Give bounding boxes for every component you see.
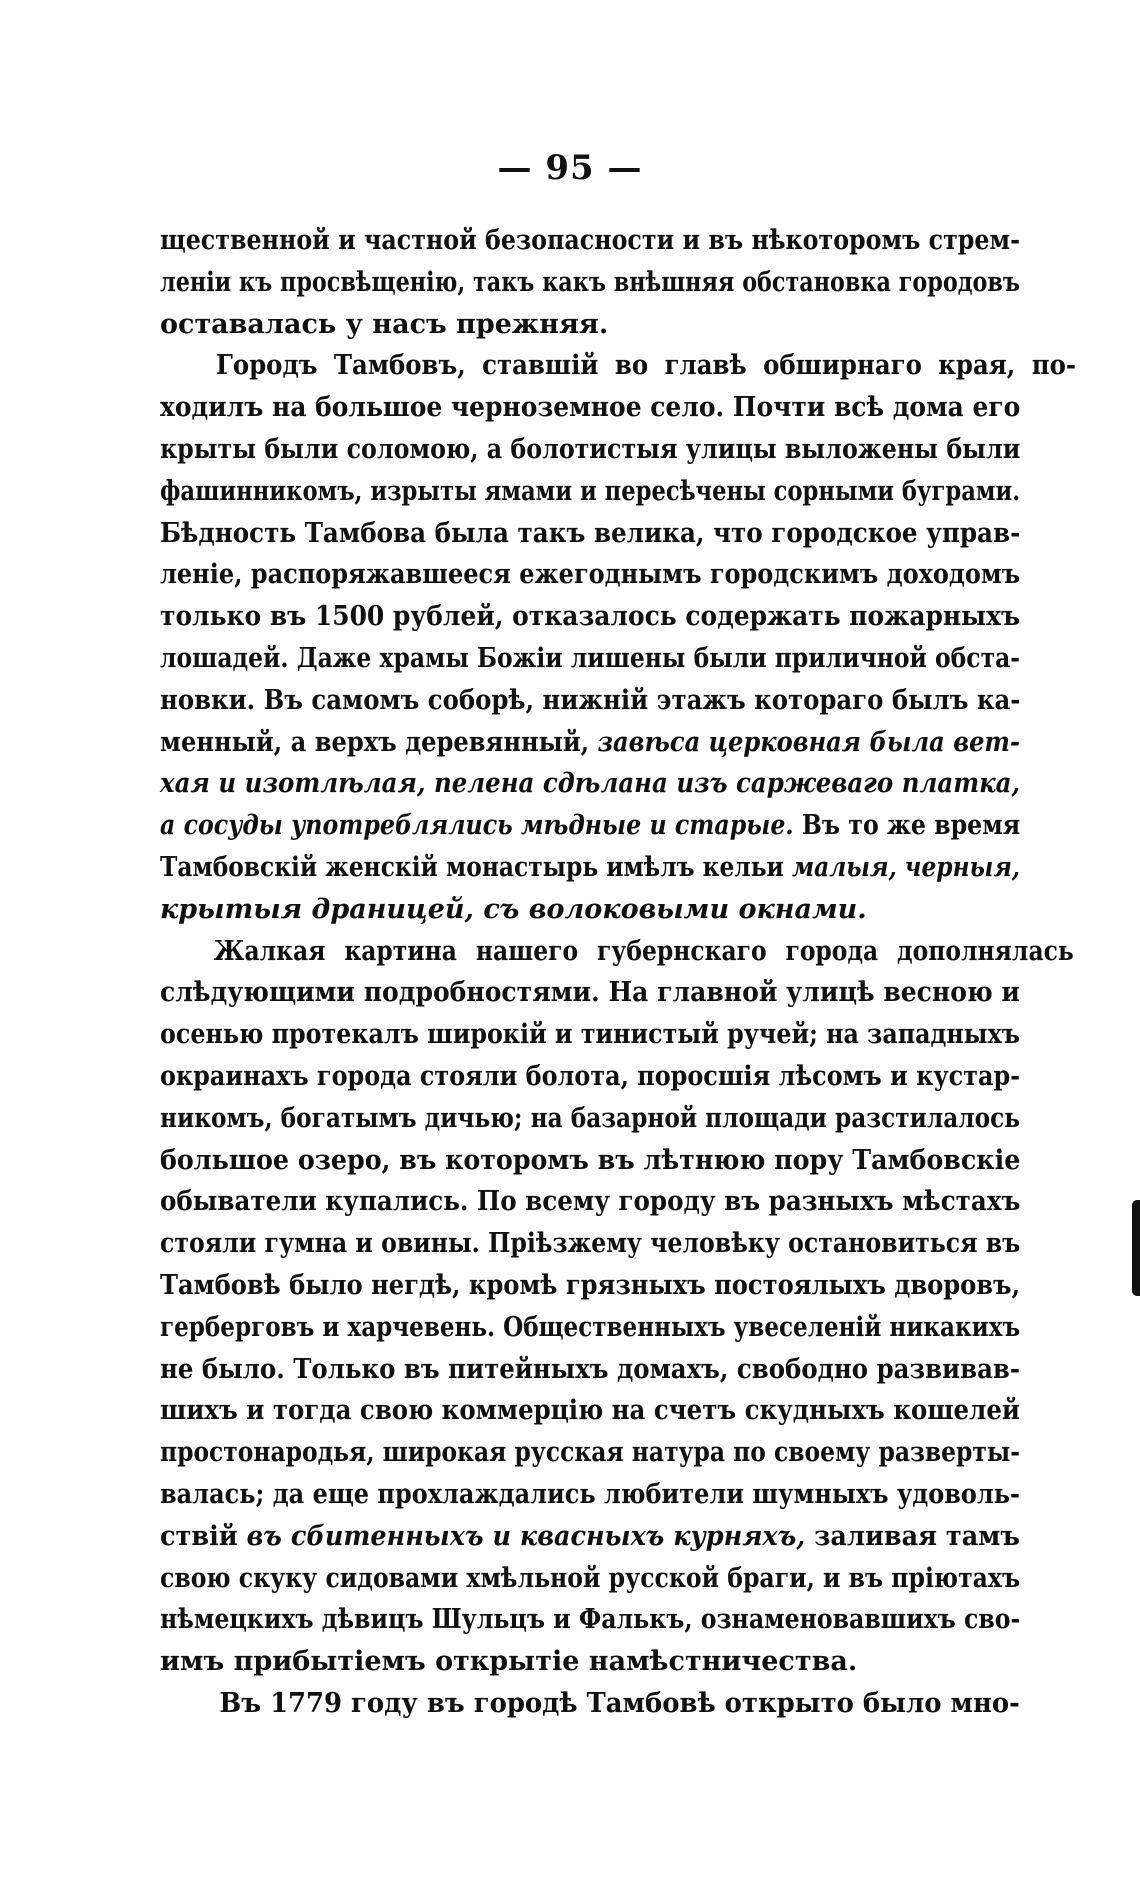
text-segment: герберговъ и харчевень. Общественныхъ увеселенiй никакихъ bbox=[160, 1311, 1021, 1343]
text-segment: обыватели купались. По всему городу въ разныхъ мѣстахъ bbox=[160, 1186, 1021, 1218]
text-line bbox=[160, 1683, 1079, 1725]
text-segment: Въ 1779 году въ городѣ Тамбовѣ открыто было мно- bbox=[219, 1687, 1020, 1719]
text-line bbox=[160, 931, 1074, 973]
text-line bbox=[160, 471, 1020, 513]
text-segment: фашинникомъ, изрыты ямами и пересѣчены сорными буграми. bbox=[160, 475, 1021, 507]
text-line bbox=[160, 429, 1020, 471]
body-text bbox=[160, 220, 1077, 1725]
text-segment: Тамбовскiй женскiй монастырь имѣлъ кельи bbox=[160, 851, 792, 883]
text-line bbox=[160, 1349, 1020, 1391]
italic-text-segment: малыя, черныя, bbox=[791, 851, 1020, 883]
text-line bbox=[160, 847, 1020, 889]
text-segment: заливая тамъ bbox=[805, 1520, 1020, 1552]
text-line bbox=[160, 805, 1020, 847]
text-line bbox=[160, 1474, 1020, 1516]
text-line bbox=[160, 1558, 1020, 1600]
text-segment: простонародья, широкая русская натура по своему разверты- bbox=[160, 1437, 1020, 1469]
text-line bbox=[160, 1516, 1020, 1558]
text-segment: ствiй bbox=[160, 1520, 247, 1552]
text-segment: никомъ, богатымъ дичью; на базарной площади разстилалось bbox=[160, 1102, 1020, 1134]
text-line bbox=[160, 1599, 1020, 1641]
text-line bbox=[160, 262, 1020, 304]
text-line bbox=[160, 889, 1020, 931]
text-segment: ленiе, распоряжавшееся ежегоднымъ городскимъ доходомъ bbox=[160, 559, 1021, 591]
italic-text-segment: крытыя драницей, съ волоковыми окнами. bbox=[160, 893, 867, 925]
text-segment: только въ 1500 рублей, отказалось содержать пожарныхъ bbox=[160, 601, 1021, 633]
text-segment: щественной и частной безопасности и въ нѣкоторомъ стрем- bbox=[160, 225, 1020, 256]
text-line bbox=[160, 1265, 1020, 1307]
text-segment: свою скуку сидовами хмѣльной русской браги, и въ прiютахъ bbox=[160, 1562, 1021, 1594]
text-segment: новки. Въ самомъ соборѣ, нижнiй этажъ котораго былъ ка- bbox=[160, 684, 1021, 716]
text-line bbox=[160, 1390, 1020, 1432]
text-line bbox=[160, 763, 1020, 805]
text-segment: ленiи къ просвѣщенiю, такъ какъ внѣшняя обстановка городовъ bbox=[160, 266, 1020, 298]
text-line bbox=[160, 1181, 1020, 1223]
text-line bbox=[160, 554, 1020, 596]
text-segment: осенью протекалъ широкiй и тинистый ручей; на западныхъ bbox=[160, 1019, 1021, 1051]
italic-text-segment: завѣса церковная была вет- bbox=[597, 726, 1020, 758]
text-line bbox=[160, 1307, 1020, 1349]
text-segment: Жалкая картина нашего губернскаго города дополнялась bbox=[213, 935, 1074, 967]
text-segment: крыты были соломою, а болотистыя улицы выложены были bbox=[160, 433, 1021, 465]
text-segment: слѣдующими подробностями. На главной улицѣ весною и bbox=[160, 977, 1020, 1009]
text-line bbox=[160, 220, 1020, 262]
text-line bbox=[160, 304, 1020, 346]
text-line bbox=[160, 513, 1020, 555]
text-line bbox=[160, 1641, 1020, 1683]
text-line bbox=[160, 387, 1020, 429]
text-segment: не было. Только въ питейныхъ домахъ, свободно развивав- bbox=[160, 1353, 1020, 1385]
text-line bbox=[160, 1098, 1020, 1140]
text-line bbox=[160, 972, 1020, 1014]
text-line bbox=[160, 1056, 1020, 1098]
text-line bbox=[160, 1140, 1020, 1182]
text-line bbox=[160, 1223, 1020, 1265]
text-line bbox=[160, 680, 1020, 722]
text-segment: окраинахъ города стояли болота, поросшiя лѣсомъ и кустар- bbox=[160, 1060, 1021, 1092]
text-segment: большое озеро, въ которомъ въ лѣтнюю пору Тамбовскiе bbox=[160, 1144, 1021, 1176]
text-segment: ходилъ на большое черноземное село. Почти всѣ дома его bbox=[160, 392, 1021, 424]
page-number: — 95 — bbox=[497, 148, 643, 188]
text-line bbox=[160, 596, 1020, 638]
text-segment: имъ прибытiемъ открытiе намѣстничества. bbox=[160, 1646, 858, 1678]
text-segment: оставалась у насъ прежняя. bbox=[160, 308, 609, 340]
text-segment: Въ то же время bbox=[793, 810, 1021, 842]
text-line bbox=[160, 1432, 1020, 1474]
text-segment: шихъ и тогда свою коммерцiю на счетъ скудныхъ кошелей bbox=[160, 1395, 1020, 1427]
italic-text-segment: въ сбитенныхъ и квасныхъ курняхъ, bbox=[246, 1520, 806, 1552]
text-segment: лошадей. Даже храмы Божiи лишены были приличной обста- bbox=[160, 642, 1020, 674]
text-line bbox=[160, 638, 1020, 680]
text-segment: стояли гумна и овины. Прiѣзжему человѣку остановиться въ bbox=[160, 1228, 1021, 1260]
text-segment: Городъ Тамбовъ, ставшiй во главѣ обширнаго края, по- bbox=[216, 350, 1077, 382]
italic-text-segment: а сосуды употреблялись мѣдные и старые. bbox=[160, 810, 794, 842]
page-edge-mark bbox=[1132, 1200, 1140, 1296]
text-segment: Тамбовѣ было негдѣ, кромѣ грязныхъ постоялыхъ дворовъ, bbox=[160, 1269, 1020, 1301]
text-line bbox=[160, 722, 1020, 764]
text-segment: менный, а верхъ деревянный, bbox=[160, 726, 598, 758]
text-line bbox=[160, 1014, 1020, 1056]
text-segment: валась; да еще прохлаждались любители шумныхъ удоволь- bbox=[160, 1478, 1020, 1510]
text-segment: нѣмецкихъ дѣвицъ Шульцъ и Фалькъ, ознаменовавшихъ сво- bbox=[160, 1604, 1021, 1636]
text-line bbox=[160, 345, 1076, 387]
italic-text-segment: хая и изотлѣлая, пелена сдѣлана изъ саржеваго платка, bbox=[160, 768, 1020, 800]
text-segment: Бѣдность Тамбова была такъ велика, что городское управ- bbox=[160, 517, 1021, 549]
